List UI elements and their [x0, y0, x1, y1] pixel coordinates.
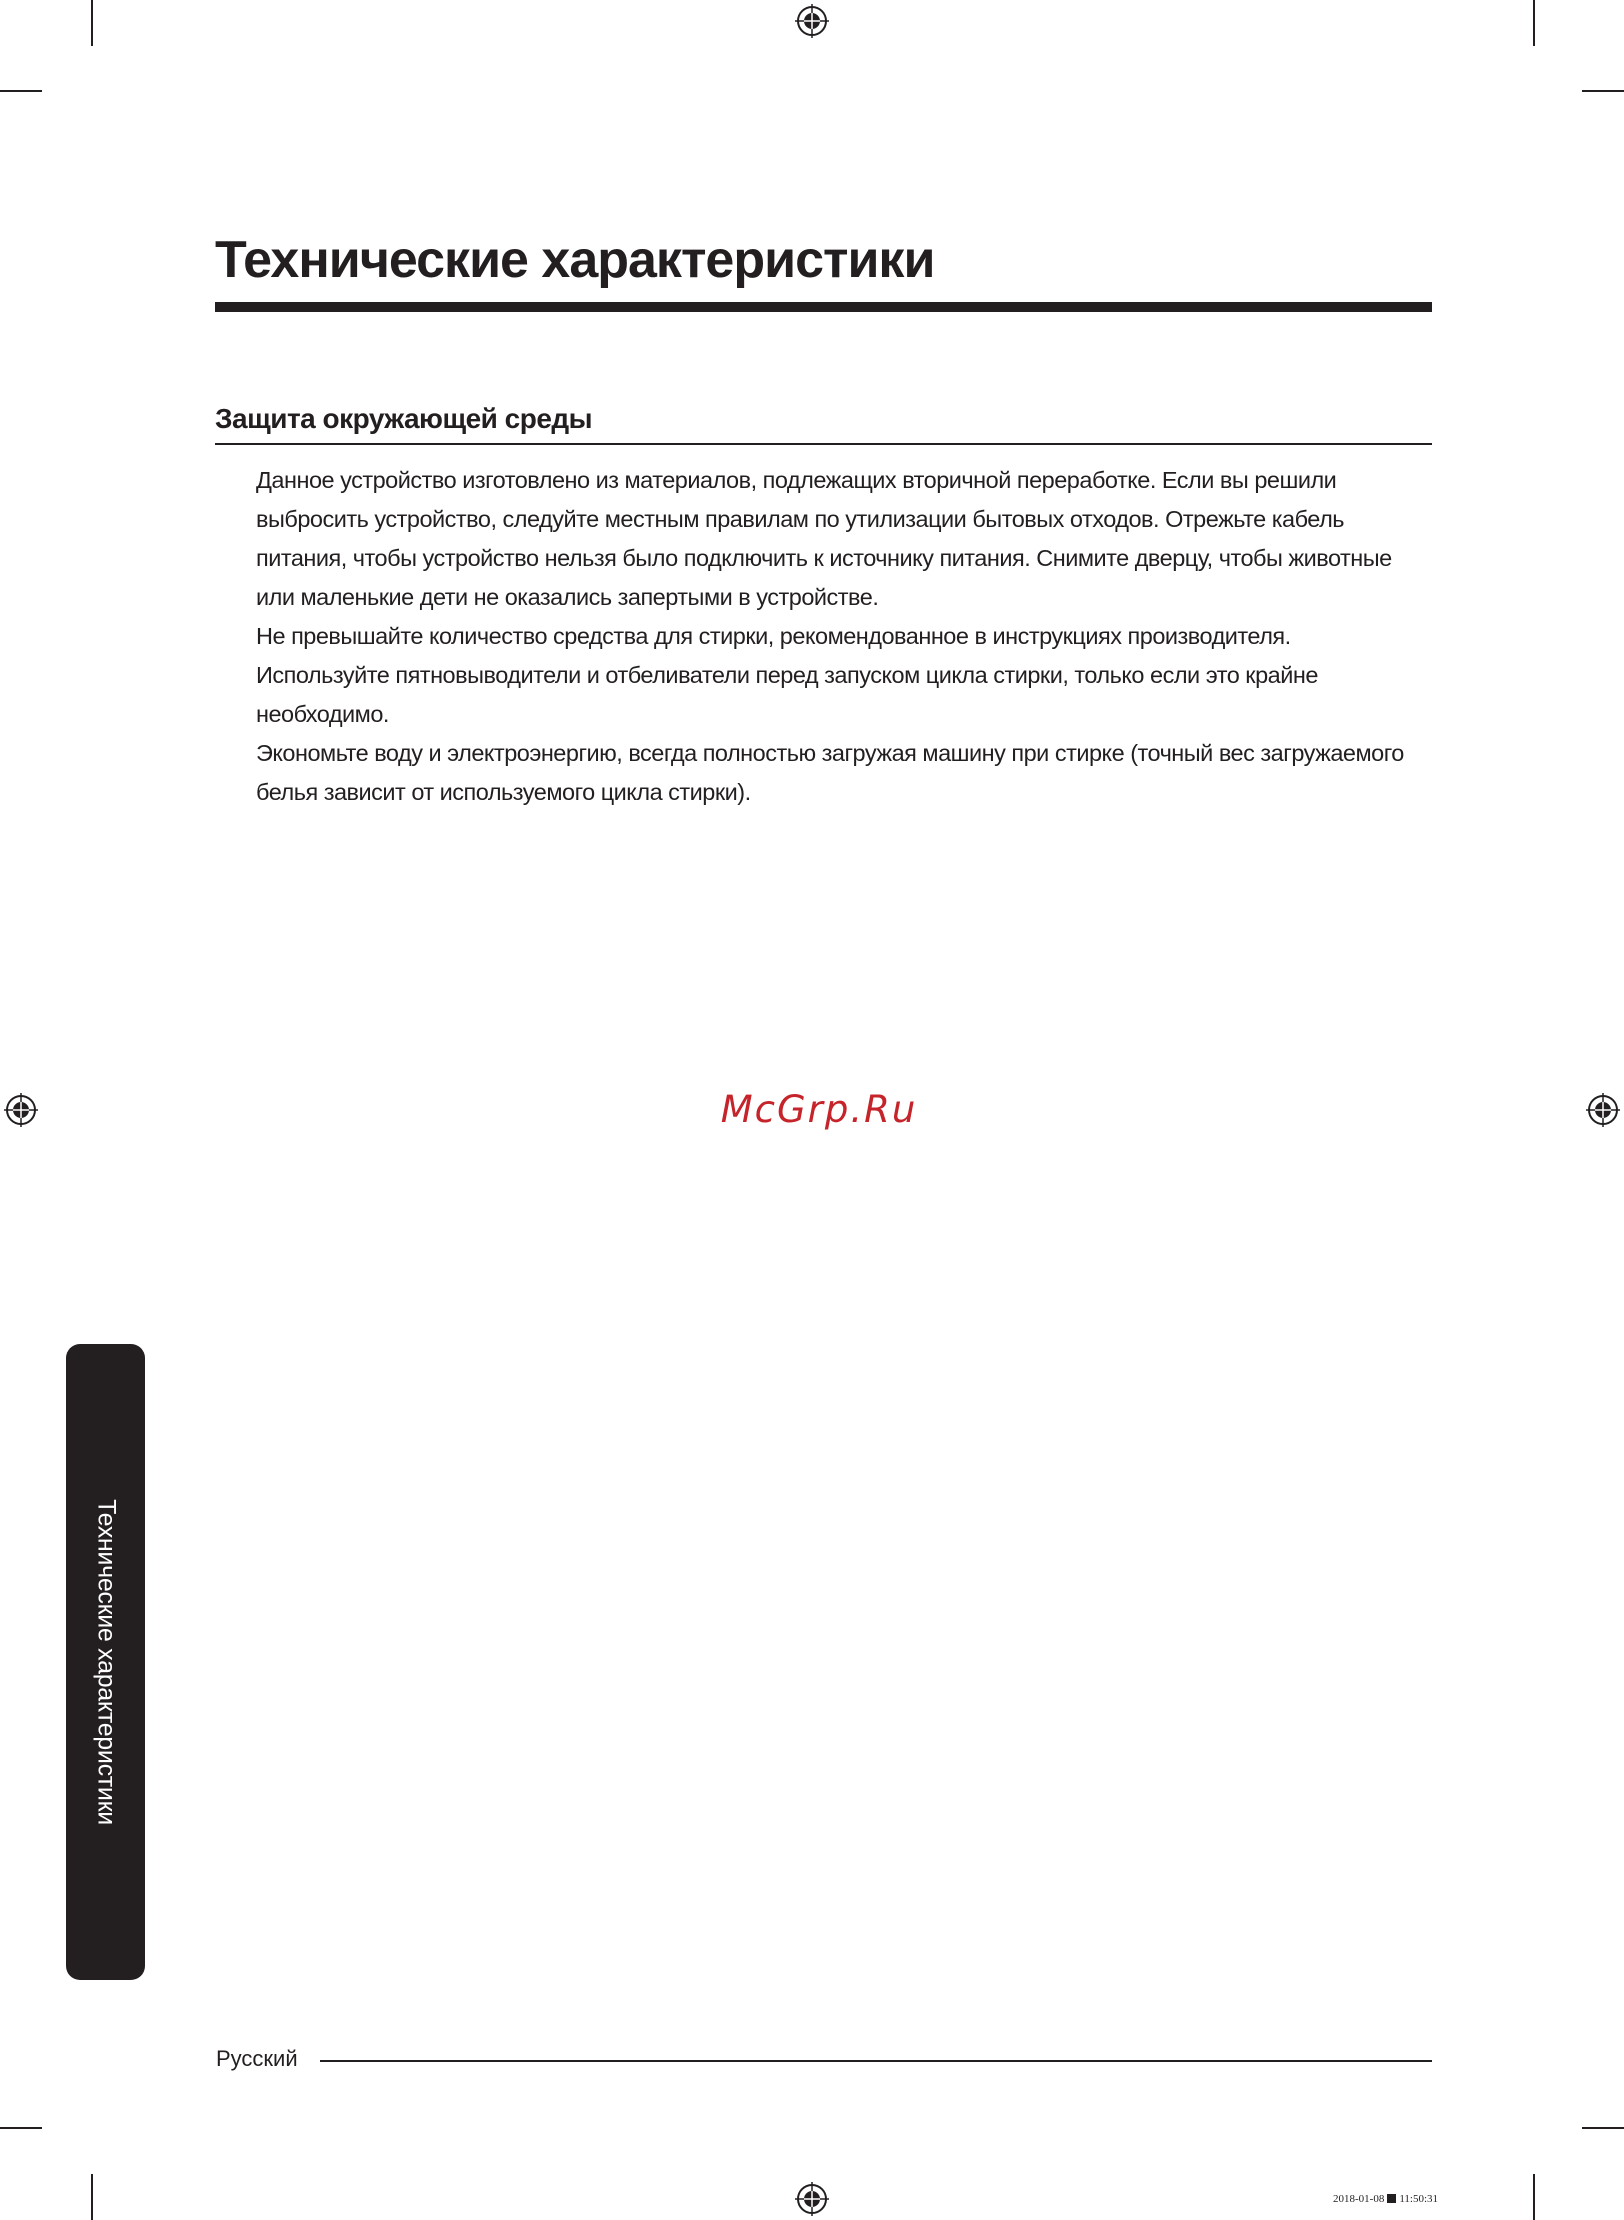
print-timestamp [1333, 2193, 1438, 2205]
registration-mark-icon [795, 4, 829, 38]
section-body [256, 461, 1436, 812]
stamp-box-icon [1387, 2194, 1396, 2203]
footer-language: Русский [216, 2046, 298, 2071]
paragraph-save-energy: Экономьте воду и электроэнергию, всегда полностью загружая машину при стирке (точный вес загружаемого белья зависит от используемого цикла стирки). [256, 740, 1404, 805]
footer-divider [320, 2060, 1432, 2062]
paragraph-detergent: Не превышайте количество средства для стирки, рекомендованное в инструкциях производителя. [256, 623, 1291, 649]
crop-mark [1533, 0, 1535, 46]
crop-mark [0, 90, 42, 92]
paragraph-stain-removers: Используйте пятновыводители и отбеливатели перед запуском цикла стирки, только если это крайне необходимо. [256, 662, 1318, 727]
watermark: McGrp.Ru [720, 1088, 918, 1131]
registration-mark-icon [795, 2182, 829, 2216]
section-heading: Защита окружающей среды [215, 403, 593, 434]
crop-mark [0, 2127, 42, 2129]
crop-mark [91, 0, 93, 46]
print-time: 11:50:31 [1399, 2193, 1439, 2205]
side-chapter-tab-label: Технические характеристики [92, 1499, 120, 1825]
title-divider [215, 302, 1432, 312]
side-chapter-tab [66, 1344, 145, 1980]
paragraph-recycling: Данное устройство изготовлено из материалов, подлежащих вторичной переработке. Если вы решили выбросить устройство, следуйте местным правилам по утилизации бытовых отходов. Отрежьте кабель питания, чтобы устройство нельзя было подключить к источнику питания. Снимите дверцу, чтобы животные или маленькие дети не оказались запертыми в устройстве. [256, 467, 1392, 610]
crop-mark [1582, 90, 1624, 92]
section-divider [215, 443, 1432, 445]
crop-mark [1533, 2174, 1535, 2220]
print-date: 2018-01-08 [1333, 2193, 1385, 2205]
crop-mark [1582, 2127, 1624, 2129]
page-title: Технические характеристики [215, 231, 935, 289]
crop-mark [91, 2174, 93, 2220]
